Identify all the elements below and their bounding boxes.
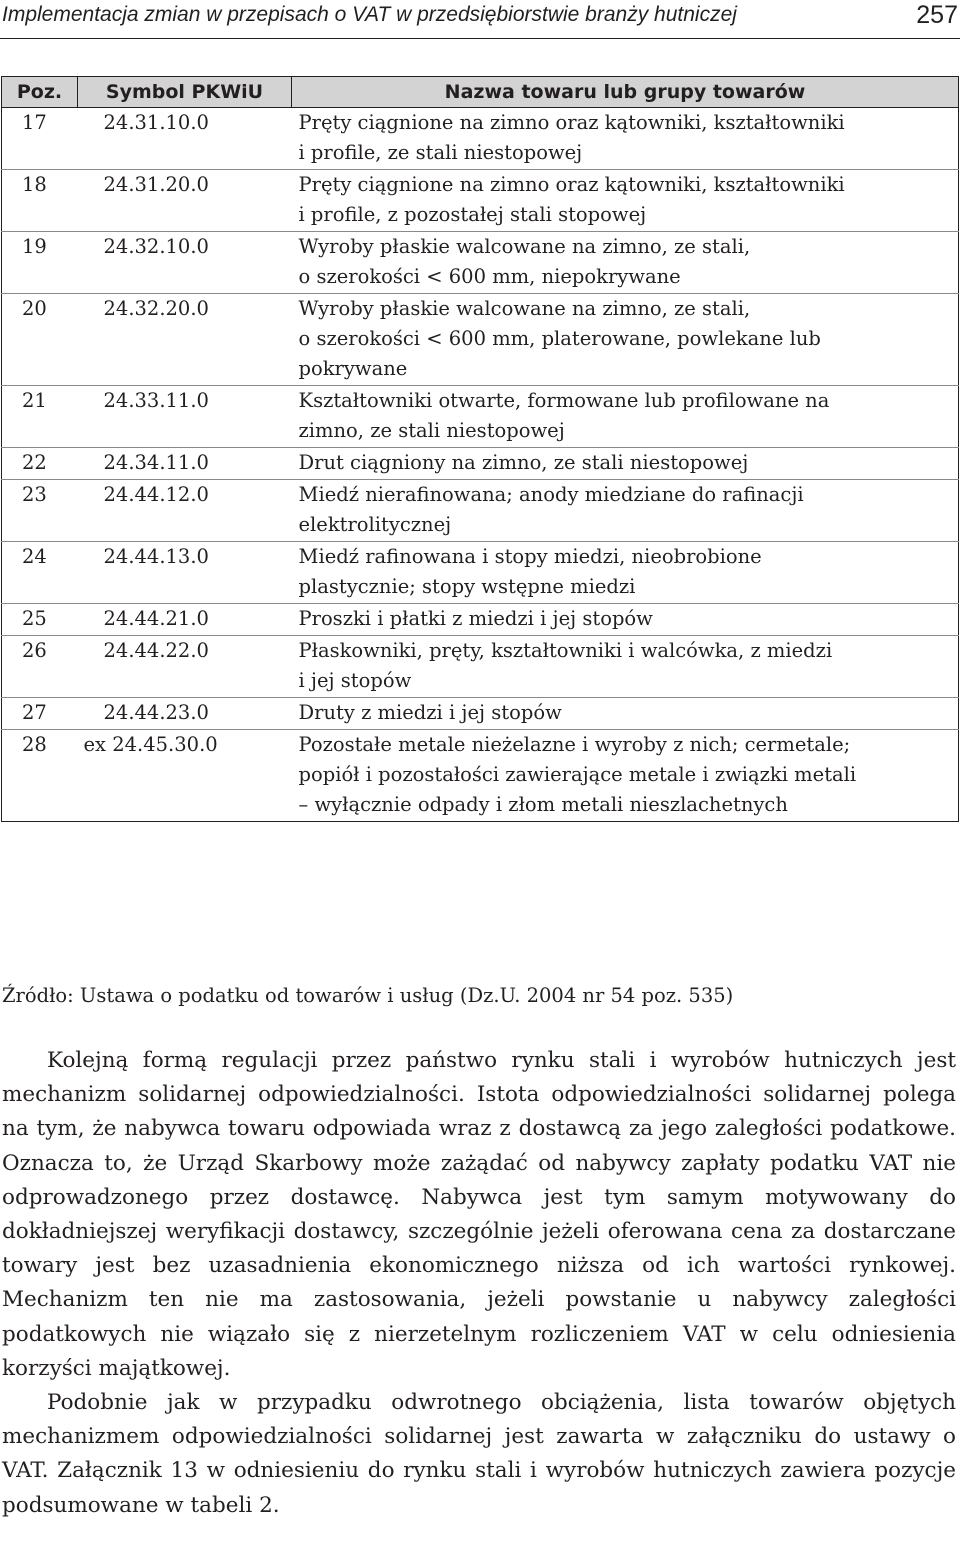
cell-name-line: o szerokości < 600 mm, platerowane, powlekane lub: [298, 327, 821, 350]
goods-table: [1, 76, 959, 822]
cell-name-line: i jej stopów: [298, 669, 412, 692]
cell-poz: 27: [2, 698, 78, 730]
running-header: [0, 0, 960, 39]
cell-symbol: 24.34.11.0: [78, 448, 292, 480]
table-row: [2, 232, 959, 294]
page-number: 257: [916, 1, 958, 29]
table-row: [2, 698, 959, 730]
table-row: [2, 108, 959, 170]
table-header-row: [2, 77, 959, 108]
cell-name: [292, 170, 959, 232]
cell-symbol: 24.44.12.0: [78, 480, 292, 542]
paragraph: Podobnie jak w przypadku odwrotnego obciążenia, lista towarów objętych mechanizmem odpowiedzialności solidarnej jest zawarta w załączniku do ustawy o VAT. Załącznik 13 w odniesieniu do rynku stali i wyrobów hutniczych zawiera pozycje podsumowane w tabeli 2.: [2, 1390, 956, 1518]
cell-name-line: Druty z miedzi i jej stopów: [298, 701, 562, 724]
cell-symbol: 24.44.13.0: [78, 542, 292, 604]
cell-poz: 18: [2, 170, 78, 232]
cell-poz: 24: [2, 542, 78, 604]
table-row: [2, 604, 959, 636]
cell-poz: 17: [2, 108, 78, 170]
cell-name-line: Wyroby płaskie walcowane na zimno, ze stali,: [298, 235, 751, 258]
cell-poz: 26: [2, 636, 78, 698]
cell-poz: 19: [2, 232, 78, 294]
cell-name: [292, 448, 959, 480]
table-row: [2, 170, 959, 232]
cell-poz: 21: [2, 386, 78, 448]
cell-poz: 22: [2, 448, 78, 480]
cell-name: [292, 730, 959, 822]
cell-name-line: i profile, z pozostałej stali stopowej: [298, 203, 647, 226]
cell-symbol: 24.44.23.0: [78, 698, 292, 730]
cell-name-line: elektrolitycznej: [298, 513, 452, 536]
cell-symbol: 24.44.22.0: [78, 636, 292, 698]
column-header-symbol: Symbol PKWiU: [78, 77, 292, 108]
cell-name-line: Wyroby płaskie walcowane na zimno, ze stali,: [298, 297, 751, 320]
cell-name-line: popiół i pozostałości zawierające metale i związki metali: [298, 763, 857, 786]
cell-name-line: pokrywane: [298, 357, 408, 380]
cell-name-line: Kształtowniki otwarte, formowane lub profilowane na: [298, 389, 830, 412]
table-row: [2, 636, 959, 698]
cell-poz: 28: [2, 730, 78, 822]
cell-symbol: 24.32.10.0: [78, 232, 292, 294]
cell-name-line: plastycznie; stopy wstępne miedzi: [298, 575, 636, 598]
cell-poz: 25: [2, 604, 78, 636]
cell-name-line: i profile, ze stali niestopowej: [298, 141, 583, 164]
cell-name-line: Drut ciągniony na zimno, ze stali niestopowej: [298, 451, 749, 474]
cell-name: [292, 698, 959, 730]
column-header-poz: Poz.: [2, 77, 78, 108]
table-row: [2, 730, 959, 822]
source-note: Źródło: Ustawa o podatku od towarów i usług (Dz.U. 2004 nr 54 poz. 535): [2, 984, 734, 1007]
table-row: [2, 448, 959, 480]
cell-name-line: Pozostałe metale nieżelazne i wyroby z nich; cermetale;: [298, 733, 851, 756]
cell-name-line: Płaskowniki, pręty, kształtowniki i walcówka, z miedzi: [298, 639, 833, 662]
cell-symbol: 24.32.20.0: [78, 294, 292, 386]
body-text: [2, 1044, 956, 1523]
cell-symbol: 24.31.20.0: [78, 170, 292, 232]
cell-symbol: 24.33.11.0: [78, 386, 292, 448]
table-row: [2, 542, 959, 604]
cell-name-line: Proszki i płatki z miedzi i jej stopów: [298, 607, 653, 630]
cell-poz: 23: [2, 480, 78, 542]
cell-name: [292, 108, 959, 170]
table-row: [2, 294, 959, 386]
cell-symbol: 24.44.21.0: [78, 604, 292, 636]
cell-name-line: Pręty ciągnione na zimno oraz kątowniki, kształtowniki: [298, 111, 845, 134]
cell-name-line: Pręty ciągnione na zimno oraz kątowniki, kształtowniki: [298, 173, 845, 196]
cell-name: [292, 542, 959, 604]
cell-name-line: – wyłącznie odpady i złom metali nieszlachetnych: [298, 793, 788, 816]
running-title: Implementacja zmian w przepisach o VAT w przedsiębiorstwie branży hutniczej: [2, 3, 737, 26]
cell-name-line: Miedź rafinowana i stopy miedzi, nieobrobione: [298, 545, 762, 568]
cell-name-line: o szerokości < 600 mm, niepokrywane: [298, 265, 681, 288]
cell-symbol: 24.31.10.0: [78, 108, 292, 170]
cell-name: [292, 232, 959, 294]
table-row: [2, 386, 959, 448]
cell-name: [292, 480, 959, 542]
cell-name: [292, 636, 959, 698]
cell-name-line: zimno, ze stali niestopowej: [298, 419, 565, 442]
cell-name-line: Miedź nierafinowana; anody miedziane do rafinacji: [298, 483, 804, 506]
cell-name: [292, 386, 959, 448]
cell-name: [292, 294, 959, 386]
column-header-name: Nazwa towaru lub grupy towarów: [292, 77, 959, 108]
table-row: [2, 480, 959, 542]
cell-poz: 20: [2, 294, 78, 386]
paragraph: Kolejną formą regulacji przez państwo rynku stali i wyrobów hutniczych jest mechanizm solidarnej odpowiedzialności. Istota odpowiedzialności solidarnej polega na tym, że nabywca towaru odpowiada wraz z dostawcą za jego zaległości podatkowe. Oznacza to, że Urząd Skarbowy może zażądać od nabywcy zapłaty podatku VAT nie odprowadzonego przez dostawcę. Nabywca jest tym samym motywowany do dokładniejszej weryfikacji dostawcy, szczególnie jeżeli oferowana cena za dostarczane towary jest bez uzasadnienia ekonomicznego niższa od ich wartości rynkowej. Mechanizm ten nie ma zastosowania, jeżeli powstanie u nabywcy zaległości podatkowych nie wiązało się z nierzetelnym rozliczeniem VAT w celu odniesienia korzyści majątkowej.: [2, 1048, 956, 1381]
cell-symbol: ex 24.45.30.0: [78, 730, 292, 822]
cell-name: [292, 604, 959, 636]
